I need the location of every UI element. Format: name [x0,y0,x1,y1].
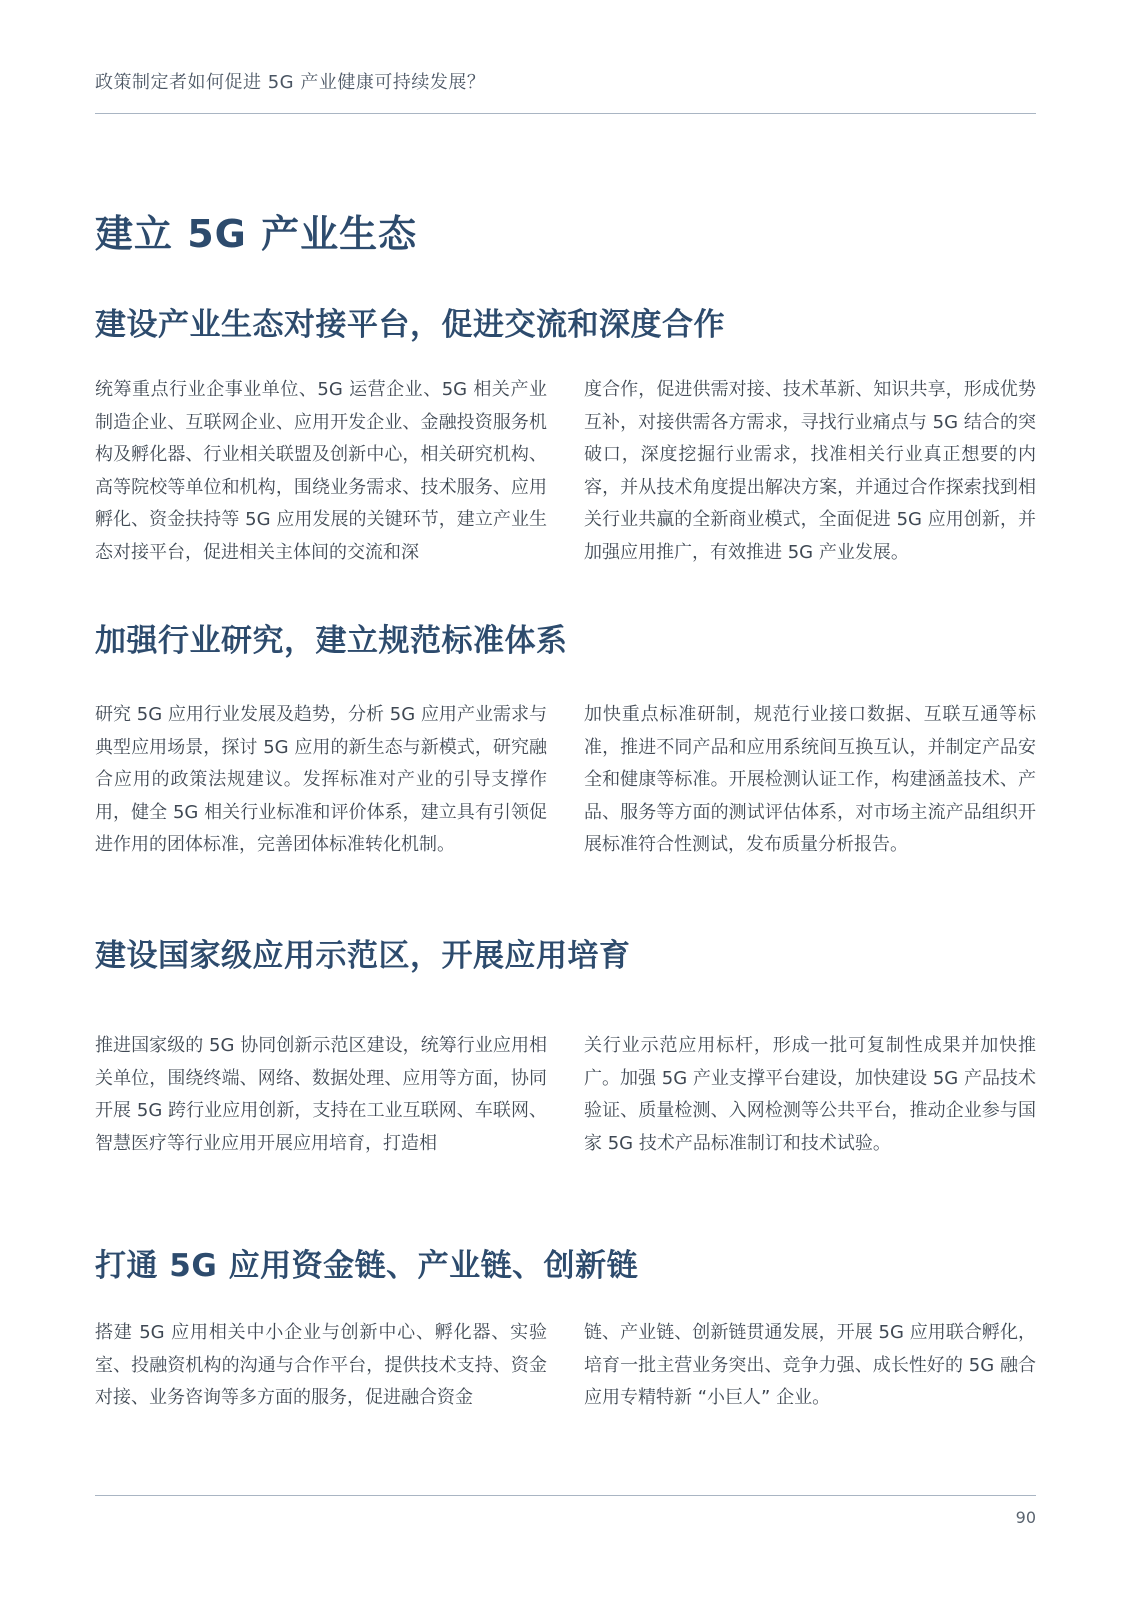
section-1-body-left: 统筹重点行业企事业单位、5G 运营企业、5G 相关产业制造企业、互联网企业、应用开发企业、金融投资服务机构及孵化器、行业相关联盟及创新中心，相关研究机构、高等院校等单位和机构，围绕业务需求、技术服务、应用孵化、资金扶持等 5G 应用发展的关键环节，建立产业生态对接平台，促进相关主体间的交流和深 [95,379,547,563]
running-header: 政策制定者如何促进 5G 产业健康可持续发展？ [95,72,486,93]
section-4-body-right: 链、产业链、创新链贯通发展，开展 5G 应用联合孵化，培育一批主营业务突出、竞争力强、成长性好的 5G 融合应用专精特新 “小巨人” 企业。 [584,1322,1036,1408]
section-3-body-left: 推进国家级的 5G 协同创新示范区建设，统筹行业应用相关单位，围绕终端、网络、数据处理、应用等方面，协同开展 5G 跨行业应用创新，支持在工业互联网、车联网、智慧医疗等行业应用开展应用培育，打造相 [95,1035,547,1154]
section-heading-funding-chain: 打通 5G 应用资金链、产业链、创新链 [95,1248,639,1284]
section-heading-ecosystem-platform: 建设产业生态对接平台，促进交流和深度合作 [95,307,725,343]
section-heading-demo-zone: 建设国家级应用示范区，开展应用培育 [95,938,631,974]
page-number: 90 [1015,1508,1036,1527]
section-3-body-right: 关行业示范应用标杆，形成一批可复制性成果并加快推广。加强 5G 产业支撑平台建设，加快建设 5G 产品技术验证、质量检测、入网检测等公共平台，推动企业参与国家 5G 技术产品标准制订和技术试验。 [584,1035,1036,1154]
section-4-body-left: 搭建 5G 应用相关中小企业与创新中心、孵化器、实验室、投融资机构的沟通与合作平台，提供技术支持、资金对接、业务咨询等多方面的服务，促进融合资金 [95,1322,547,1408]
footer-divider [95,1495,1036,1496]
section-1-body-right: 度合作，促进供需对接、技术革新、知识共享，形成优势互补，对接供需各方需求，寻找行业痛点与 5G 结合的突破口，深度挖掘行业需求，找准相关行业真正想要的内容，并从技术角度提出解决方案，并通过合作探索找到相关行业共赢的全新商业模式，全面促进 5G 应用创新，并加强应用推广，有效推进 5G 产业发展。 [584,379,1036,563]
section-heading-industry-research: 加强行业研究，建立规范标准体系 [95,623,568,659]
section-2-body-left: 研究 5G 应用行业发展及趋势，分析 5G 应用产业需求与典型应用场景，探讨 5G 应用的新生态与新模式，研究融合应用的政策法规建议。发挥标准对产业的引导支撑作用，健全 5G 相关行业标准和评价体系，建立具有引领促进作用的团体标准，完善团体标准转化机制。 [95,704,547,855]
section-2-body-right: 加快重点标准研制，规范行业接口数据、互联互通等标准，推进不同产品和应用系统间互换互认，并制定产品安全和健康等标准。开展检测认证工作，构建涵盖技术、产品、服务等方面的测试评估体系，对市场主流产品组织开展标准符合性测试，发布质量分析报告。 [584,704,1036,855]
header-divider [95,113,1036,114]
page-title: 建立 5G 产业生态 [95,212,418,256]
